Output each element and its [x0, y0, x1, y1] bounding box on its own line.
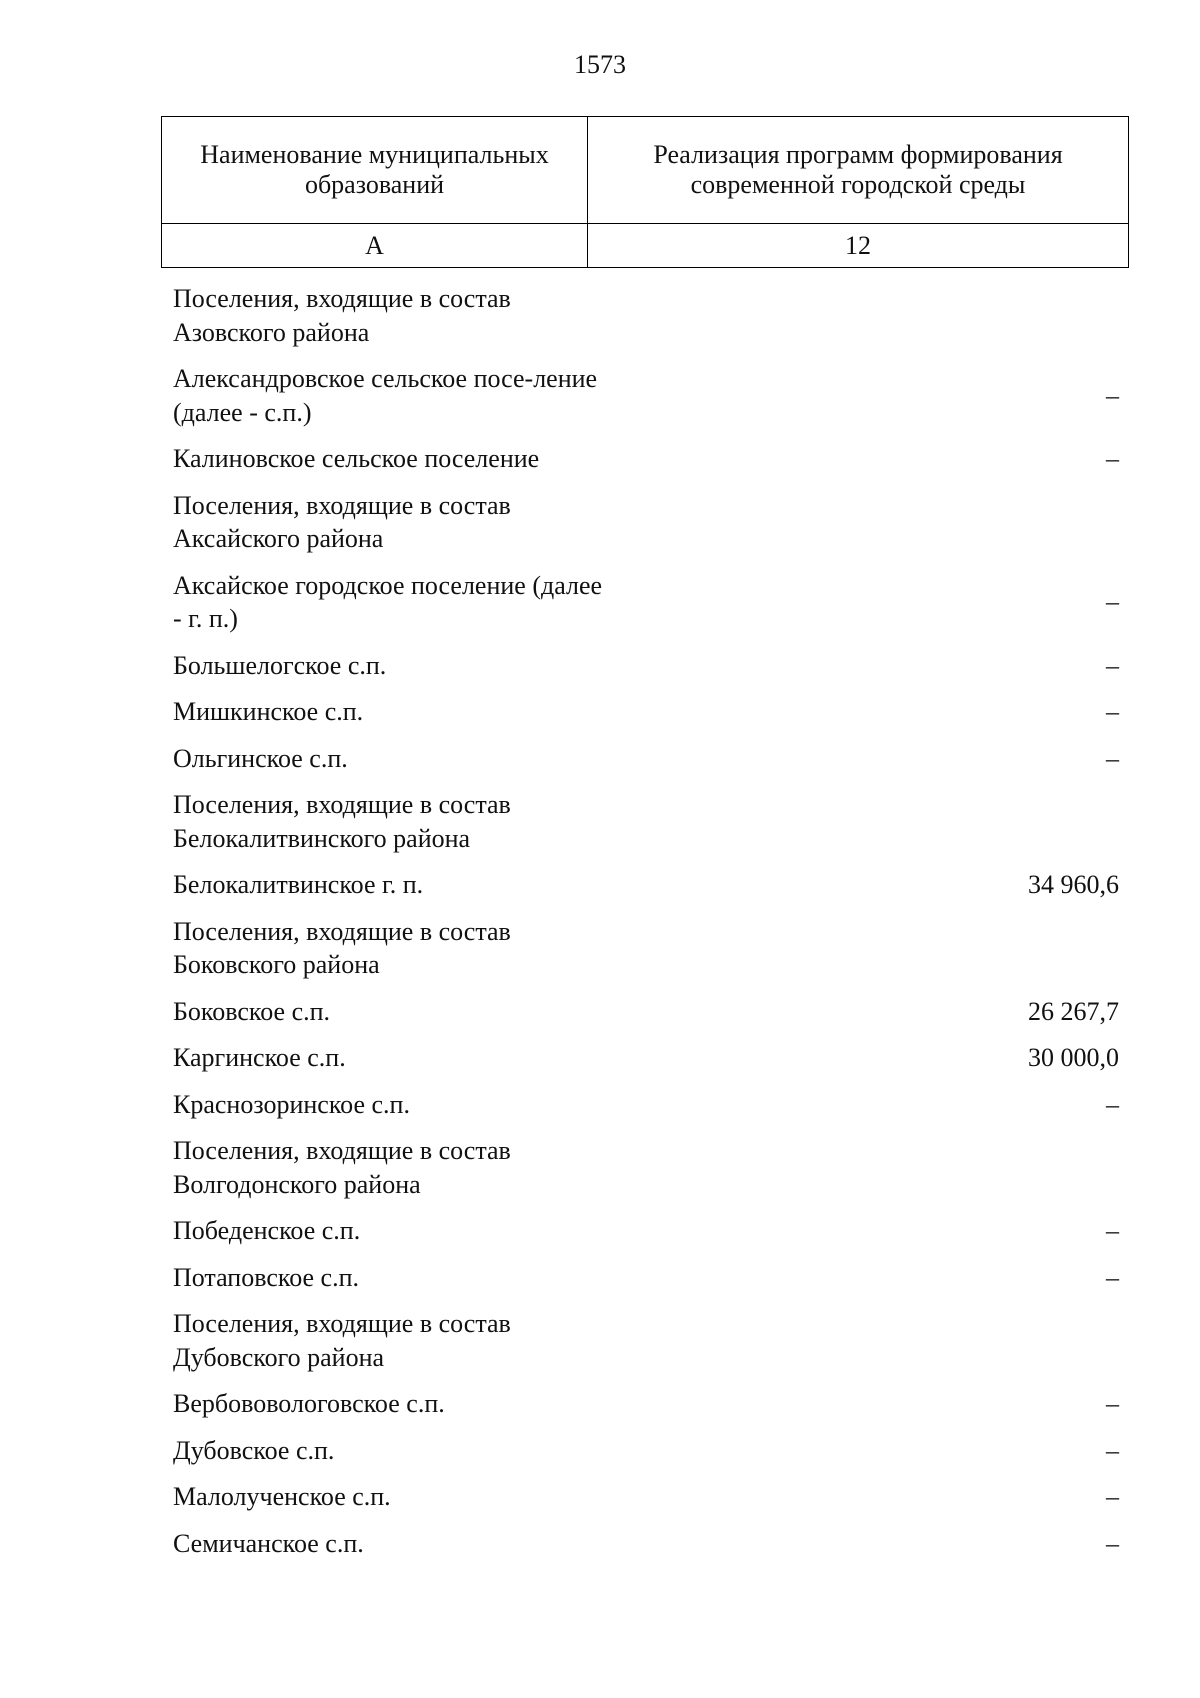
table-header [161, 116, 1129, 268]
table-row [161, 564, 1129, 644]
row-value: 34 960,6 [1028, 870, 1119, 899]
row-value: – [1106, 1089, 1119, 1119]
column-header-value: Реализация программ формирования современной городской среды [588, 117, 1129, 224]
row-value: – [1106, 650, 1119, 680]
row-value: – [1106, 380, 1119, 410]
row-name: Поселения, входящие в состав Волгодонского района [173, 1136, 511, 1199]
row-value: 26 267,7 [1028, 996, 1119, 1026]
row-name: Боковское с.п. [173, 996, 331, 1026]
table-row [161, 357, 1129, 437]
column-header-name: Наименование муниципальных образований [162, 117, 588, 224]
row-name: Александровское сельское посе-ление (далее - с.п.) [173, 364, 598, 427]
row-value: – [1106, 1216, 1119, 1245]
row-name: Поселения, входящие в состав Азовского района [173, 284, 511, 347]
row-name: Поселения, входящие в состав Дубовского района [173, 1309, 511, 1372]
table-row [161, 1382, 1129, 1429]
row-name: Победенское с.п. [173, 1216, 361, 1245]
table-row [161, 1209, 1129, 1256]
row-value: – [1106, 1262, 1119, 1292]
table-row [161, 1429, 1129, 1476]
row-value: – [1106, 1482, 1119, 1511]
row-name: Поселения, входящие в состав Белокалитвинского района [173, 790, 511, 853]
row-name: Большелогское с.п. [173, 650, 387, 680]
group-header-row [161, 783, 1129, 863]
group-header-row [161, 1129, 1129, 1209]
row-value: – [1106, 1435, 1119, 1465]
column-index-value: 12 [588, 224, 1129, 268]
row-name: Потаповское с.п. [173, 1262, 360, 1292]
row-name: Калиновское сельское поселение [173, 444, 540, 473]
row-name: Дубовское с.п. [173, 1435, 335, 1465]
group-header-row [161, 1302, 1129, 1382]
row-name: Вербововологовское с.п. [173, 1389, 445, 1418]
table-row [161, 1256, 1129, 1303]
table-row [161, 990, 1129, 1037]
row-name: Мишкинское с.п. [173, 697, 364, 726]
row-name: Белокалитвинское г. п. [173, 870, 424, 899]
row-value: – [1106, 697, 1119, 726]
row-value: – [1106, 1389, 1119, 1418]
row-value: – [1106, 587, 1119, 617]
table-body [161, 277, 1129, 1568]
group-header-row [161, 910, 1129, 990]
row-name: Поселения, входящие в состав Аксайского района [173, 490, 511, 553]
table-row [161, 644, 1129, 691]
row-value: – [1106, 1528, 1119, 1558]
row-name: Малолученское с.п. [173, 1482, 391, 1511]
row-value: 30 000,0 [1028, 1043, 1119, 1072]
table-row [161, 1036, 1129, 1083]
row-name: Аксайское городское поселение (далее - г. п.) [173, 570, 603, 633]
table-row [161, 1083, 1129, 1130]
row-name: Каргинское с.п. [173, 1043, 346, 1072]
row-name: Ольгинское с.п. [173, 743, 348, 773]
row-name: Поселения, входящие в состав Боковского района [173, 916, 511, 979]
column-index-name: А [162, 224, 588, 268]
table-row [161, 863, 1129, 910]
table-row [161, 437, 1129, 484]
table-row [161, 690, 1129, 737]
group-header-row [161, 484, 1129, 564]
table-row [161, 737, 1129, 784]
group-header-row [161, 277, 1129, 357]
page-number: 1573 [574, 50, 626, 79]
row-value: – [1106, 743, 1119, 773]
table-row [161, 1475, 1129, 1522]
row-value: – [1106, 444, 1119, 473]
row-name: Семичанское с.п. [173, 1528, 364, 1558]
row-name: Краснозоринское с.п. [173, 1089, 410, 1119]
table-row [161, 1522, 1129, 1569]
